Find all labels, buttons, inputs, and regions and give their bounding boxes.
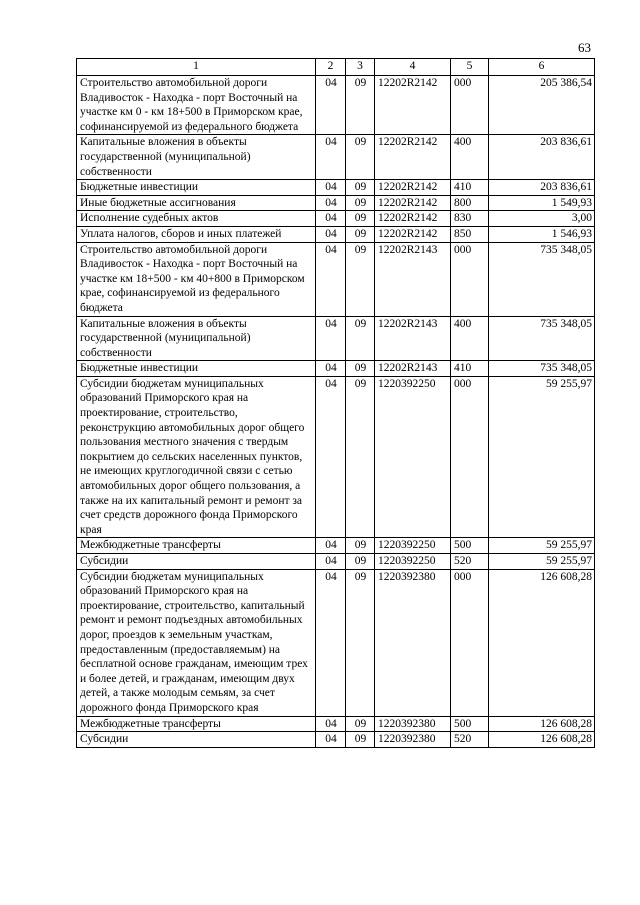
row-name-cell: Бюджетные инвестиции xyxy=(77,180,316,196)
table-row xyxy=(77,242,595,316)
subsection-code-cell: 09 xyxy=(346,76,375,135)
section-code-cell: 04 xyxy=(316,180,346,196)
row-name-cell: Строительство автомобильной дороги Владивосток - Находка - порт Восточный на участке км 18+500 - км 40+800 в Приморском крае, софинансируемой из федерального бюджета xyxy=(77,242,316,316)
amount-cell: 126 608,28 xyxy=(489,716,595,732)
table-row xyxy=(77,226,595,242)
row-name-cell: Строительство автомобильной дороги Владивосток - Находка - порт Восточный на участке км 0 - км 18+500 в Приморском крае, софинансируемой из федерального бюджета xyxy=(77,76,316,135)
target-article-cell: 12202R2142 xyxy=(375,195,451,211)
amount-cell: 203 836,61 xyxy=(489,135,595,180)
table-row xyxy=(77,316,595,361)
subsection-code-cell: 09 xyxy=(346,376,375,538)
page-number: 63 xyxy=(578,40,591,55)
amount-cell: 205 386,54 xyxy=(489,76,595,135)
expense-type-cell: 400 xyxy=(451,135,489,180)
target-article-cell: 1220392250 xyxy=(375,538,451,554)
column-header-6: 6 xyxy=(489,59,595,76)
amount-cell: 59 255,97 xyxy=(489,538,595,554)
amount-cell: 735 348,05 xyxy=(489,316,595,361)
section-code-cell: 04 xyxy=(316,554,346,570)
table-row xyxy=(77,211,595,227)
amount-cell: 735 348,05 xyxy=(489,242,595,316)
expense-type-cell: 520 xyxy=(451,554,489,570)
section-code-cell: 04 xyxy=(316,195,346,211)
section-code-cell: 04 xyxy=(316,569,346,716)
table-row xyxy=(77,716,595,732)
section-code-cell: 04 xyxy=(316,242,346,316)
subsection-code-cell: 09 xyxy=(346,226,375,242)
target-article-cell: 12202R2142 xyxy=(375,76,451,135)
expense-type-cell: 000 xyxy=(451,242,489,316)
subsection-code-cell: 09 xyxy=(346,732,375,748)
amount-cell: 3,00 xyxy=(489,211,595,227)
column-header-1: 1 xyxy=(77,59,316,76)
target-article-cell: 12202R2142 xyxy=(375,135,451,180)
target-article-cell: 1220392250 xyxy=(375,376,451,538)
target-article-cell: 1220392380 xyxy=(375,569,451,716)
row-name-cell: Субсидии бюджетам муниципальных образований Приморского края на проектирование, строительство, реконструкцию автомобильных дорог общего пользования местного значения с твердым покрытием до сельских населенных пунктов, не имеющих круглогодичной связи с сетью автомобильных дорог общего пользования, а также на их капитальный ремонт и ремонт за счет средств дорожного фонда Приморского края xyxy=(77,376,316,538)
amount-cell: 126 608,28 xyxy=(489,732,595,748)
table-row xyxy=(77,554,595,570)
section-code-cell: 04 xyxy=(316,732,346,748)
section-code-cell: 04 xyxy=(316,316,346,361)
row-name-cell: Капитальные вложения в объекты государственной (муниципальной) собственности xyxy=(77,316,316,361)
row-name-cell: Субсидии бюджетам муниципальных образований Приморского края на проектирование, строительство, капитальный ремонт и ремонт подъездных автомобильных дорог, проездов к земельным участкам, предоставленным (предоставляемым) на бесплатной основе гражданам, имеющим трех и более детей, и гражданам, имеющим двух детей, а также молодым семьям, за счет дорожного фонда Приморского края xyxy=(77,569,316,716)
expense-type-cell: 410 xyxy=(451,180,489,196)
row-name-cell: Исполнение судебных актов xyxy=(77,211,316,227)
expense-type-cell: 500 xyxy=(451,538,489,554)
subsection-code-cell: 09 xyxy=(346,538,375,554)
subsection-code-cell: 09 xyxy=(346,195,375,211)
row-name-cell: Уплата налогов, сборов и иных платежей xyxy=(77,226,316,242)
section-code-cell: 04 xyxy=(316,538,346,554)
table-row xyxy=(77,76,595,135)
amount-cell: 203 836,61 xyxy=(489,180,595,196)
column-header-3: 3 xyxy=(346,59,375,76)
subsection-code-cell: 09 xyxy=(346,716,375,732)
table-row xyxy=(77,538,595,554)
subsection-code-cell: 09 xyxy=(346,361,375,377)
row-name-cell: Бюджетные инвестиции xyxy=(77,361,316,377)
target-article-cell: 1220392380 xyxy=(375,732,451,748)
expense-type-cell: 000 xyxy=(451,76,489,135)
subsection-code-cell: 09 xyxy=(346,135,375,180)
column-header-5: 5 xyxy=(451,59,489,76)
row-name-cell: Иные бюджетные ассигнования xyxy=(77,195,316,211)
expense-type-cell: 830 xyxy=(451,211,489,227)
section-code-cell: 04 xyxy=(316,211,346,227)
table-row xyxy=(77,569,595,716)
table-row xyxy=(77,732,595,748)
section-code-cell: 04 xyxy=(316,361,346,377)
expense-type-cell: 850 xyxy=(451,226,489,242)
row-name-cell: Субсидии xyxy=(77,732,316,748)
row-name-cell: Субсидии xyxy=(77,554,316,570)
table-row xyxy=(77,376,595,538)
subsection-code-cell: 09 xyxy=(346,569,375,716)
subsection-code-cell: 09 xyxy=(346,242,375,316)
expense-type-cell: 000 xyxy=(451,376,489,538)
expense-type-cell: 500 xyxy=(451,716,489,732)
table-row xyxy=(77,195,595,211)
amount-cell: 126 608,28 xyxy=(489,569,595,716)
target-article-cell: 12202R2142 xyxy=(375,226,451,242)
expense-type-cell: 000 xyxy=(451,569,489,716)
section-code-cell: 04 xyxy=(316,76,346,135)
amount-cell: 735 348,05 xyxy=(489,361,595,377)
section-code-cell: 04 xyxy=(316,226,346,242)
subsection-code-cell: 09 xyxy=(346,316,375,361)
target-article-cell: 1220392380 xyxy=(375,716,451,732)
amount-cell: 59 255,97 xyxy=(489,376,595,538)
table-row xyxy=(77,180,595,196)
subsection-code-cell: 09 xyxy=(346,211,375,227)
amount-cell: 59 255,97 xyxy=(489,554,595,570)
expense-type-cell: 520 xyxy=(451,732,489,748)
subsection-code-cell: 09 xyxy=(346,554,375,570)
column-header-4: 4 xyxy=(375,59,451,76)
target-article-cell: 12202R2142 xyxy=(375,180,451,196)
section-code-cell: 04 xyxy=(316,716,346,732)
expense-type-cell: 800 xyxy=(451,195,489,211)
expense-type-cell: 400 xyxy=(451,316,489,361)
target-article-cell: 12202R2143 xyxy=(375,242,451,316)
column-header-2: 2 xyxy=(316,59,346,76)
section-code-cell: 04 xyxy=(316,135,346,180)
target-article-cell: 1220392250 xyxy=(375,554,451,570)
table-row xyxy=(77,135,595,180)
row-name-cell: Капитальные вложения в объекты государственной (муниципальной) собственности xyxy=(77,135,316,180)
target-article-cell: 12202R2143 xyxy=(375,361,451,377)
target-article-cell: 12202R2143 xyxy=(375,316,451,361)
table-row xyxy=(77,361,595,377)
row-name-cell: Межбюджетные трансферты xyxy=(77,538,316,554)
subsection-code-cell: 09 xyxy=(346,180,375,196)
amount-cell: 1 546,93 xyxy=(489,226,595,242)
budget-table xyxy=(76,58,595,748)
row-name-cell: Межбюджетные трансферты xyxy=(77,716,316,732)
header-row xyxy=(77,59,595,76)
target-article-cell: 12202R2142 xyxy=(375,211,451,227)
expense-type-cell: 410 xyxy=(451,361,489,377)
section-code-cell: 04 xyxy=(316,376,346,538)
amount-cell: 1 549,93 xyxy=(489,195,595,211)
